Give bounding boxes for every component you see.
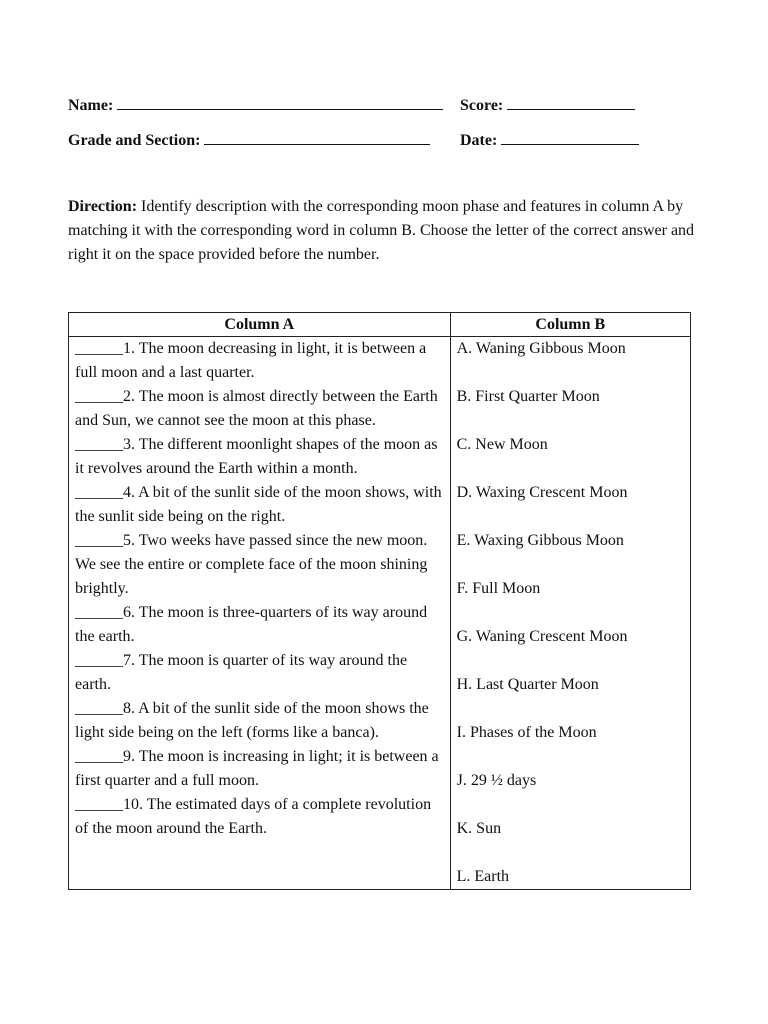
question-item[interactable]: ______10. The estimated days of a complete revolution of the moon around the Earth. <box>75 796 432 837</box>
answer-option: B. First Quarter Moon <box>456 388 600 405</box>
name-label: Name: <box>68 97 114 114</box>
column-a-cell <box>69 337 451 890</box>
answer-option: F. Full Moon <box>456 580 541 597</box>
date-blank[interactable] <box>501 128 639 145</box>
table-body-row <box>69 337 691 890</box>
question-item[interactable]: ______4. A bit of the sunlit side of the moon shows, with the sunlit side being on the right. <box>75 484 442 525</box>
question-item[interactable]: ______3. The different moonlight shapes of the moon as it revolves around the Earth within a month. <box>75 436 438 477</box>
question-item[interactable]: ______9. The moon is increasing in light; it is between a first quarter and a full moon. <box>75 748 439 789</box>
header-row-2 <box>68 128 708 150</box>
answer-option: D. Waxing Crescent Moon <box>456 484 628 501</box>
score-field <box>460 93 635 117</box>
answer-option: G. Waning Crescent Moon <box>456 628 628 645</box>
column-b-header: Column B <box>450 313 690 337</box>
score-label: Score: <box>460 97 504 114</box>
grade-section-field <box>68 128 430 152</box>
question-item[interactable]: ______5. Two weeks have passed since the new moon. We see the entire or complete face of the moon shining brightly. <box>75 532 428 597</box>
answer-option: H. Last Quarter Moon <box>456 676 599 693</box>
answer-option: C. New Moon <box>456 436 548 453</box>
direction-label: Direction: <box>68 198 138 215</box>
answer-option: A. Waning Gibbous Moon <box>456 340 626 357</box>
table-header-row <box>69 313 691 337</box>
answer-option: K. Sun <box>456 820 502 837</box>
question-item[interactable]: ______1. The moon decreasing in light, it is between a full moon and a last quarter. <box>75 340 427 381</box>
question-item[interactable]: ______6. The moon is three-quarters of its way around the earth. <box>75 604 428 645</box>
matching-table <box>68 312 691 890</box>
name-field <box>68 93 443 117</box>
grade-section-label: Grade and Section: <box>68 132 201 149</box>
direction-paragraph <box>68 195 696 267</box>
date-label: Date: <box>460 132 498 149</box>
date-field <box>460 128 639 152</box>
answer-option: I. Phases of the Moon <box>456 724 597 741</box>
column-b-cell <box>450 337 690 890</box>
question-item[interactable]: ______8. A bit of the sunlit side of the moon shows the light side being on the left (forms like a banca). <box>75 700 429 741</box>
answer-option: J. 29 ½ days <box>456 772 537 789</box>
header-row-1 <box>68 93 708 115</box>
column-a-header: Column A <box>69 313 451 337</box>
answer-option: E. Waxing Gibbous Moon <box>456 532 624 549</box>
direction-text: Identify description with the corresponding moon phase and features in column A by matching it with the corresponding word in column B. Choose the letter of the correct answer and right it on the space provided before the number. <box>68 198 695 263</box>
question-item[interactable]: ______7. The moon is quarter of its way around the earth. <box>75 652 408 693</box>
question-item[interactable]: ______2. The moon is almost directly between the Earth and Sun, we cannot see the moon at this phase. <box>75 388 438 429</box>
grade-section-blank[interactable] <box>204 128 430 145</box>
score-blank[interactable] <box>507 93 635 110</box>
name-blank[interactable] <box>117 93 443 110</box>
answer-option: L. Earth <box>456 868 510 885</box>
